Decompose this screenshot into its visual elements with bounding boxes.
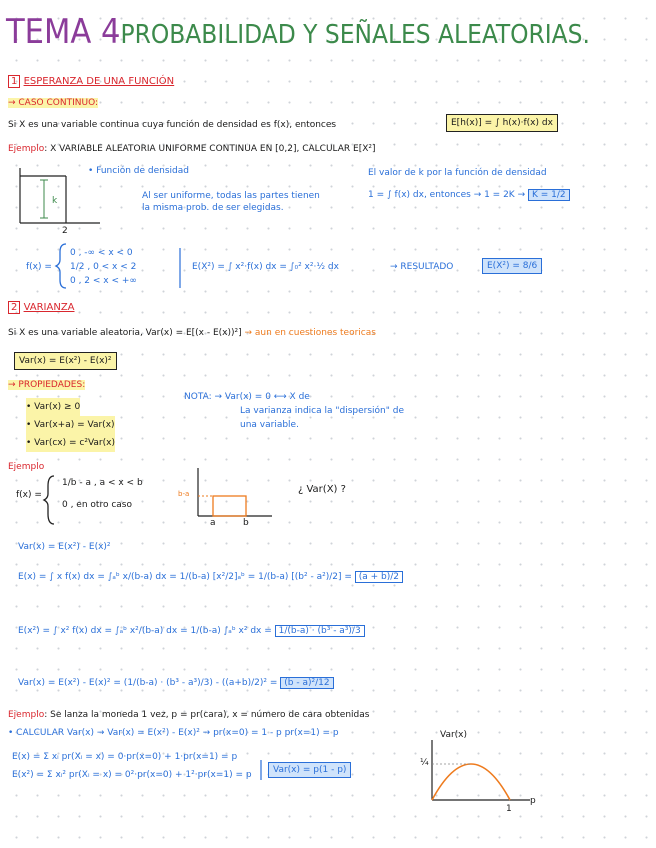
var-result-box: (b - a)²/12: [280, 677, 333, 689]
prop-2: • Var(x+a) = Var(x): [26, 416, 115, 434]
axis-tick-2: 2: [62, 226, 68, 236]
k-value-note: El valor de k por la función de densidad: [368, 168, 547, 178]
fx-pieces-2: 1/b - a , a < x < b 0 , en otro caso: [62, 478, 143, 510]
fx-pieces-1: 0 , -∞ < x < 0 1/2 , 0 < x < 2 0 , 2 < x < +∞: [70, 248, 137, 286]
variance-note: NOTA: → Var(x) = 0 ⟷ X de La varianza indica la "dispersión" de una variable.: [184, 392, 405, 430]
fx-label-2: f(x) =: [16, 490, 42, 500]
k-label: k: [52, 196, 58, 206]
variance-parabola-graph: [432, 740, 530, 800]
ex-calc-line: E(x) = ∫ x f(x) dx = ∫ₐᵇ x/(b-a) dx = 1/(b-a) [x²/2]ₐᵇ = 1/(b-a) [(b² - a²)/2] = (a + b)/2: [18, 572, 403, 582]
k-equation: 1 = ∫ f(x) dx, entonces → 1 = 2K → K = 1/2: [368, 190, 570, 200]
section-2-heading: 2 VARIANZA: [8, 302, 75, 313]
graph-tick-x: 1: [506, 804, 512, 814]
brace-1: [56, 244, 66, 288]
tema-label: TEMA 4: [6, 12, 121, 52]
expectation-formula: E[h(x)] = ∫ h(x)·f(x) dx: [446, 114, 558, 132]
graph-y-label: Var(x): [440, 730, 468, 740]
uniform-ab-graph: [198, 468, 272, 516]
graph-b-label: b: [243, 518, 249, 528]
s2-example-label: Ejemplo: [8, 462, 45, 472]
s3-example: Ejemplo: Se lanza la moneda 1 vez, p = pr(cara), x = número de cara obtenidas: [8, 710, 370, 720]
section-1-heading: 1 ESPERANZA DE UNA FUNCIÓN: [8, 76, 174, 87]
section-2-number: 2: [8, 301, 20, 314]
ex2-calc-line: E(x²) = ∫ x² f(x) dx = ∫ₐᵇ x²/(b-a) dx = 1/(b-a) ∫ₐᵇ x² dx = 1/(b-a) · (b³ - a³)/3: [18, 626, 365, 636]
props-list: [26, 398, 115, 452]
k-result-box: K = 1/2: [528, 189, 570, 201]
fx-label-1: f(x) =: [26, 262, 52, 272]
prop-1: • Var(x) ≥ 0: [26, 398, 80, 416]
var-calc-line: Var(x) = E(x²) - E(x)² = (1/(b-a) · (b³ - a³)/3) - ((a+b)/2)² = (b - a)²/12: [18, 678, 334, 688]
graph-a-label: a: [210, 518, 216, 528]
s3-result-box: Var(x) = p(1 - p): [268, 762, 351, 778]
variance-question: ¿ Var(X) ?: [298, 484, 346, 495]
density-note: • Función de densidad: [88, 166, 189, 176]
prop-3: • Var(cx) = c²Var(x): [26, 434, 115, 452]
subject-title: PROBABILIDAD Y SEÑALES ALEATORIAS.: [120, 20, 590, 50]
s1-statement: Si X es una variable continua cuya función de densidad es f(x), entonces: [8, 120, 337, 130]
variance-formula: Var(x) = E(x²) - E(x)²: [14, 352, 117, 370]
graph-tick-y: ¼: [420, 758, 429, 768]
resultado-label: → RESULTADO: [390, 262, 454, 272]
graph-x-label: p: [530, 796, 536, 806]
s3-ex-line: E(x) = Σ xᵢ pr(Xᵢ = x) = 0·pr(x=0) + 1·pr(x=1) = p: [12, 752, 238, 762]
graph-level-label: b-a: [178, 490, 190, 498]
s3-calc: • CALCULAR Var(x) → Var(x) = E(x²) - E(x)² → pr(x=0) = 1 - p pr(x=1) = p: [8, 728, 339, 738]
page-title: [6, 12, 590, 52]
uniform-density-graph: [20, 168, 100, 223]
resultado-box: E(X²) = 8/6: [482, 258, 542, 274]
ex2-result-box: 1/(b-a) · (b³ - a³)/3: [275, 625, 365, 637]
variance-def: Var(x) = E(x²) - E(x)²: [18, 542, 111, 552]
case-label: → CASO CONTINUO:: [8, 98, 99, 108]
s3-ex2-line: E(x²) = Σ xᵢ² pr(Xᵢ = x) = 0²·pr(x=0) + 1²·pr(x=1) = p: [12, 770, 252, 780]
uniform-note: Al ser uniforme, todas las partes tienen la misma prob. de ser elegidas.: [142, 191, 320, 213]
ex-result-box: (a + b)/2: [355, 571, 403, 583]
brace-2: [44, 476, 54, 524]
s2-statement: Si X es una variable aleatoria, Var(x) = E[(x - E(x))²] → aun en cuestiones teoricas: [8, 328, 376, 338]
ex2-calc: E(X²) = ∫ x²·f(x) dx = ∫₀² x²·½ dx: [192, 262, 339, 272]
props-label: → PROPIEDADES:: [8, 380, 86, 390]
s1-example: Ejemplo: X VARIABLE ALEATORIA UNIFORME CONTINUA EN [0,2], CALCULAR E[X²]: [8, 144, 376, 154]
section-1-number: 1: [8, 75, 20, 88]
